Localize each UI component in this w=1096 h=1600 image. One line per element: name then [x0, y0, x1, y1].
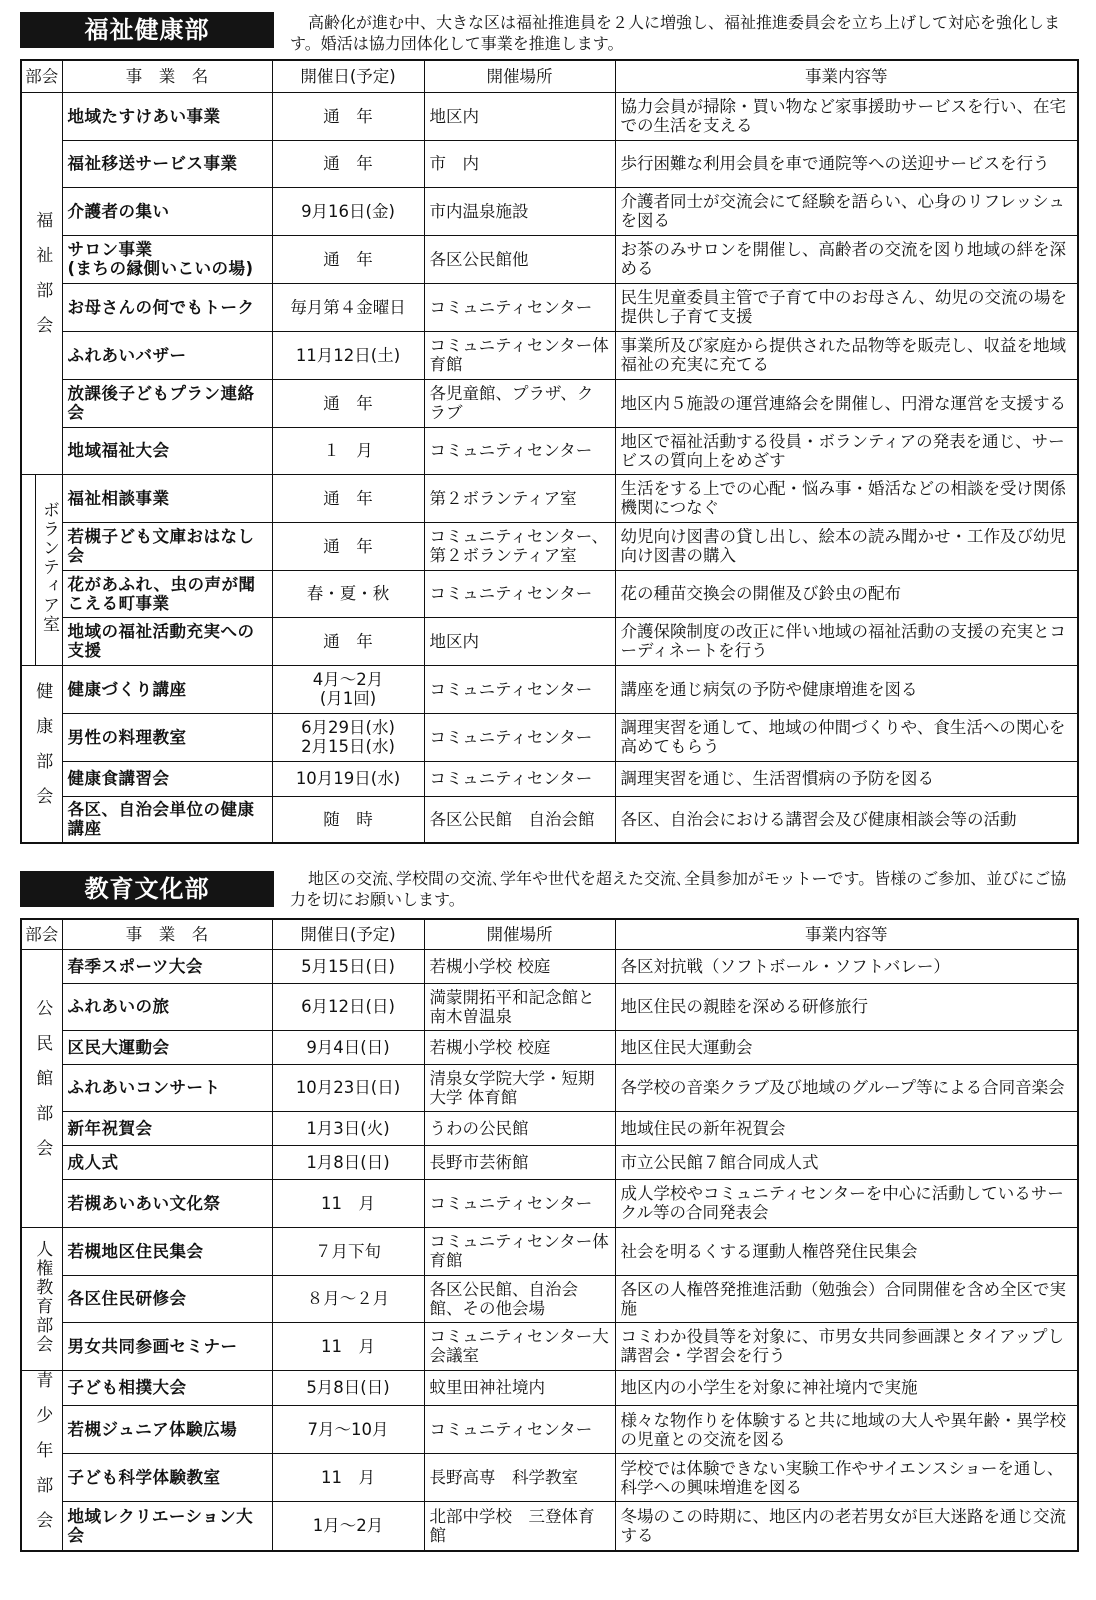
event-content: 地区住民大運動会 — [615, 1030, 1078, 1064]
event-place: コミュニティセンター — [424, 283, 615, 331]
table-row — [21, 1227, 1078, 1275]
event-date: 通 年 — [272, 235, 424, 283]
event-content: 協力会員が掃除・買い物など家事援助サービスを行い、在宅での生活を支える — [615, 92, 1078, 140]
event-content: 地区住民の親睦を深める研修旅行 — [615, 983, 1078, 1030]
table-row — [21, 1179, 1078, 1227]
table-row — [21, 1502, 1078, 1551]
table-row — [21, 1322, 1078, 1370]
event-name: ふれあいバザー — [62, 331, 272, 379]
event-place: コミュニティセンター — [424, 761, 615, 796]
event-name: 各区住民研修会 — [62, 1275, 272, 1322]
table-row — [21, 92, 1078, 140]
table-row — [21, 187, 1078, 235]
header-name: 事 業 名 — [62, 919, 272, 949]
event-date: 6月29日(水) 2月15日(水) — [272, 713, 424, 761]
event-place: 各児童館、プラザ、クラブ — [424, 379, 615, 427]
table-row — [21, 140, 1078, 187]
group-fukushi-edge — [21, 474, 35, 665]
event-date: １ 月 — [272, 427, 424, 474]
event-name: サロン事業 (まちの縁側いこいの場) — [62, 235, 272, 283]
group-volunteer — [35, 474, 62, 665]
event-place: 各区公民館、自治会館、その他会場 — [424, 1275, 615, 1322]
table-row — [21, 379, 1078, 427]
table-row — [21, 713, 1078, 761]
group-seishonen — [21, 1370, 62, 1551]
event-content: 幼児向け図書の貸し出し、絵本の読み聞かせ・工作及び幼児向け図書の購入 — [615, 522, 1078, 570]
event-name: 若槻地区住民集会 — [62, 1227, 272, 1275]
event-name: 放課後子どもプラン連絡会 — [62, 379, 272, 427]
table-row — [21, 283, 1078, 331]
event-date: 7月〜10月 — [272, 1406, 424, 1454]
event-place: 若槻小学校 校庭 — [424, 949, 615, 983]
welfare-header-row — [21, 60, 1078, 92]
event-date: ８月〜２月 — [272, 1275, 424, 1322]
event-name: 福祉相談事業 — [62, 474, 272, 522]
event-name: 成人式 — [62, 1145, 272, 1179]
event-date: 11 月 — [272, 1322, 424, 1370]
event-content: 歩行困難な利用会員を車で通院等への送迎サービスを行う — [615, 140, 1078, 187]
event-place: コミュニティセンター — [424, 1179, 615, 1227]
event-place: 市内温泉施設 — [424, 187, 615, 235]
event-content: 様々な物作りを体験すると共に地域の大人や異年齢・異学校の児童との交流を図る — [615, 1406, 1078, 1454]
event-place: 地区内 — [424, 617, 615, 665]
event-name: 各区、自治会単位の健康講座 — [62, 796, 272, 843]
welfare-header — [20, 12, 1077, 52]
event-content: お茶のみサロンを開催し、高齢者の交流を図り地域の絆を深める — [615, 235, 1078, 283]
event-content: 地域住民の新年祝賀会 — [615, 1111, 1078, 1145]
table-row — [21, 1406, 1078, 1454]
event-date: 春・夏・秋 — [272, 570, 424, 617]
event-place: 蚊里田神社境内 — [424, 1370, 615, 1406]
event-name: 男女共同参画セミナー — [62, 1322, 272, 1370]
header-place: 開催場所 — [424, 919, 615, 949]
event-place: うわの公民館 — [424, 1111, 615, 1145]
event-content: 調理実習を通して、地域の仲間づくりや、食生活への関心を高めてもらう — [615, 713, 1078, 761]
table-row — [21, 1275, 1078, 1322]
event-place: コミュニティセンター大会議室 — [424, 1322, 615, 1370]
welfare-rows — [21, 92, 1078, 843]
table-row — [21, 949, 1078, 983]
table-row — [21, 1454, 1078, 1502]
table-row — [21, 983, 1078, 1030]
event-date: 6月12日(日) — [272, 983, 424, 1030]
event-content: 学校では体験できない実験工作やサイエンスショーを通し、科学への興味増進を図る — [615, 1454, 1078, 1502]
header-bukai: 部会 — [21, 60, 62, 92]
event-name: 子ども相撲大会 — [62, 1370, 272, 1406]
event-place: 若槻小学校 校庭 — [424, 1030, 615, 1064]
event-place: 各区公民館他 — [424, 235, 615, 283]
event-place: 北部中学校 三登体育館 — [424, 1502, 615, 1551]
education-table — [20, 918, 1079, 1552]
event-content: 市立公民館７館合同成人式 — [615, 1145, 1078, 1179]
table-row — [21, 331, 1078, 379]
header-date: 開催日(予定) — [272, 919, 424, 949]
event-date: 通 年 — [272, 522, 424, 570]
event-content: 各区、自治会における講習会及び健康相談会等の活動 — [615, 796, 1078, 843]
event-date: 通 年 — [272, 617, 424, 665]
group-kominkan — [21, 949, 62, 1227]
event-name: 若槻子ども文庫おはなし会 — [62, 522, 272, 570]
header-bukai: 部会 — [21, 919, 62, 949]
event-name: 子ども科学体験教室 — [62, 1454, 272, 1502]
table-row — [21, 1145, 1078, 1179]
event-content: 各区の人権啓発推進活動（勉強会）合同開催を含め全区で実施 — [615, 1275, 1078, 1322]
event-content: 花の種苗交換会の開催及び鈴虫の配布 — [615, 570, 1078, 617]
event-date: 通 年 — [272, 379, 424, 427]
event-name: 地域レクリエーション大会 — [62, 1502, 272, 1551]
event-date: 9月16日(金) — [272, 187, 424, 235]
group-volunteer-label: ボランティア室 — [39, 501, 59, 634]
event-name: 地域の福祉活動充実への支援 — [62, 617, 272, 665]
event-date: 4月〜2月 (月1回) — [272, 665, 424, 713]
group-fukushi-label: 福祉部会 — [32, 211, 53, 351]
event-place: コミュニティセンター — [424, 713, 615, 761]
event-date: 通 年 — [272, 474, 424, 522]
event-content: 成人学校やコミュニティセンターを中心に活動しているサークル等の合同発表会 — [615, 1179, 1078, 1227]
event-date: 5月15日(日) — [272, 949, 424, 983]
event-name: 若槻ジュニア体験広場 — [62, 1406, 272, 1454]
event-content: 介護保険制度の改正に伴い地域の福祉活動の支援の充実とコーディネートを行う — [615, 617, 1078, 665]
table-row — [21, 235, 1078, 283]
table-row — [21, 1370, 1078, 1406]
group-jinken — [21, 1227, 62, 1370]
welfare-section — [20, 12, 1077, 839]
event-place: コミュニティセンター体育館 — [424, 331, 615, 379]
event-place: 地区内 — [424, 92, 615, 140]
event-place: 長野市芸術館 — [424, 1145, 615, 1179]
education-title: 教育文化部 — [20, 871, 274, 907]
welfare-intro: 高齢化が進む中、大きな区は福祉推進員を２人に増強し、福祉推進委員会を立ち上げして対応を強化します。婚活は協力団体化して事業を推進します。 — [290, 13, 1061, 53]
table-row — [21, 796, 1078, 843]
event-date: 1月8日(日) — [272, 1145, 424, 1179]
event-date: 通 年 — [272, 92, 424, 140]
event-name: 春季スポーツ大会 — [62, 949, 272, 983]
event-date: 11 月 — [272, 1179, 424, 1227]
event-content: 介護者同士が交流会にて経験を語らい、心身のリフレッシュを図る — [615, 187, 1078, 235]
education-section — [20, 868, 1077, 1546]
header-content: 事業内容等 — [615, 919, 1078, 949]
header-date: 開催日(予定) — [272, 60, 424, 92]
welfare-table — [20, 59, 1079, 844]
table-row — [21, 1111, 1078, 1145]
education-rows — [21, 949, 1078, 1551]
event-place: 市 内 — [424, 140, 615, 187]
table-row — [21, 617, 1078, 665]
event-name: ふれあいコンサート — [62, 1064, 272, 1111]
table-row — [21, 522, 1078, 570]
event-content: 社会を明るくする運動人権啓発住民集会 — [615, 1227, 1078, 1275]
header-content: 事業内容等 — [615, 60, 1078, 92]
event-date: 1月3日(火) — [272, 1111, 424, 1145]
event-name: 福祉移送サービス事業 — [62, 140, 272, 187]
table-row — [21, 1064, 1078, 1111]
event-place: 第２ボランティア室 — [424, 474, 615, 522]
event-place: コミュニティセンター — [424, 665, 615, 713]
event-content: 地区内５施設の運営連絡会を開催し、円滑な運営を支援する — [615, 379, 1078, 427]
event-place: コミュニティセンター、第２ボランティア室 — [424, 522, 615, 570]
table-row — [21, 427, 1078, 474]
event-date: 9月4日(日) — [272, 1030, 424, 1064]
table-row — [21, 665, 1078, 713]
event-name: 若槻あいあい文化祭 — [62, 1179, 272, 1227]
event-content: 事業所及び家庭から提供された品物等を販売し、収益を地域福祉の充実に充てる — [615, 331, 1078, 379]
event-place: 清泉女学院大学・短期大学 体育館 — [424, 1064, 615, 1111]
event-name: 地域福祉大会 — [62, 427, 272, 474]
event-place: 各区公民館 自治会館 — [424, 796, 615, 843]
event-content: 生活をする上での心配・悩み事・婚活などの相談を受け関係機関につなぐ — [615, 474, 1078, 522]
group-fukushi — [21, 92, 62, 474]
table-row — [21, 570, 1078, 617]
table-row — [21, 761, 1078, 796]
group-kenko-label: 健康部会 — [32, 681, 53, 822]
event-date: 11月12日(土) — [272, 331, 424, 379]
group-jinken-label: 人権教育部会 — [32, 1239, 53, 1354]
event-name: ふれあいの旅 — [62, 983, 272, 1030]
group-kominkan-label: 公民館部会 — [32, 998, 53, 1174]
event-date: ７月下旬 — [272, 1227, 424, 1275]
education-header-row — [21, 919, 1078, 949]
event-name: 介護者の集い — [62, 187, 272, 235]
event-content: 冬場のこの時期に、地区内の老若男女が巨大迷路を通じ交流する — [615, 1502, 1078, 1551]
event-date: 10月23日(日) — [272, 1064, 424, 1111]
event-name: 花があふれ、虫の声が聞こえる町事業 — [62, 570, 272, 617]
welfare-title: 福祉健康部 — [20, 12, 274, 48]
event-date: 1月〜2月 — [272, 1502, 424, 1551]
event-place: コミュニティセンター — [424, 427, 615, 474]
event-date: 10月19日(水) — [272, 761, 424, 796]
education-intro: 地区の交流､学校間の交流､学年や世代を超えた交流､全員参加がモットーです。皆様のご参加、並びにご協力を切にお願いします。 — [290, 869, 1067, 909]
event-content: 民生児童委員主管で子育て中のお母さん、幼児の交流の場を提供し子育て支援 — [615, 283, 1078, 331]
group-kenko — [21, 665, 62, 843]
event-name: 区民大運動会 — [62, 1030, 272, 1064]
event-content: 地区内の小学生を対象に神社境内で実施 — [615, 1370, 1078, 1406]
event-name: 健康づくり講座 — [62, 665, 272, 713]
event-place: 長野高専 科学教室 — [424, 1454, 615, 1502]
event-date: 11 月 — [272, 1454, 424, 1502]
event-content: 地区で福祉活動する役員・ボランティアの発表を通じ、サービスの質向上をめざす — [615, 427, 1078, 474]
event-content: 調理実習を通じ、生活習慣病の予防を図る — [615, 761, 1078, 796]
event-name: 男性の料理教室 — [62, 713, 272, 761]
event-date: 随 時 — [272, 796, 424, 843]
event-name: お母さんの何でもトーク — [62, 283, 272, 331]
event-place: コミュニティセンター — [424, 570, 615, 617]
event-date: 通 年 — [272, 140, 424, 187]
education-header — [20, 868, 1077, 908]
header-name: 事 業 名 — [62, 60, 272, 92]
event-content: コミわか役員等を対象に、市男女共同参画課とタイアップし講習会・学習会を行う — [615, 1322, 1078, 1370]
header-place: 開催場所 — [424, 60, 615, 92]
table-row — [21, 1030, 1078, 1064]
event-date: 毎月第４金曜日 — [272, 283, 424, 331]
event-place: コミュニティセンター — [424, 1406, 615, 1454]
event-content: 講座を通じ病気の予防や健康増進を図る — [615, 665, 1078, 713]
event-place: コミュニティセンター体育館 — [424, 1227, 615, 1275]
event-content: 各区対抗戦（ソフトボール・ソフトバレー） — [615, 949, 1078, 983]
event-content: 各学校の音楽クラブ及び地域のグループ等による合同音楽会 — [615, 1064, 1078, 1111]
table-row — [21, 474, 1078, 522]
event-place: 満蒙開拓平和記念館と南木曽温泉 — [424, 983, 615, 1030]
event-name: 地域たすけあい事業 — [62, 92, 272, 140]
event-date: 5月8日(日) — [272, 1370, 424, 1406]
event-name: 健康食講習会 — [62, 761, 272, 796]
event-name: 新年祝賀会 — [62, 1111, 272, 1145]
group-seishonen-label: 青少年部会 — [32, 1370, 53, 1546]
